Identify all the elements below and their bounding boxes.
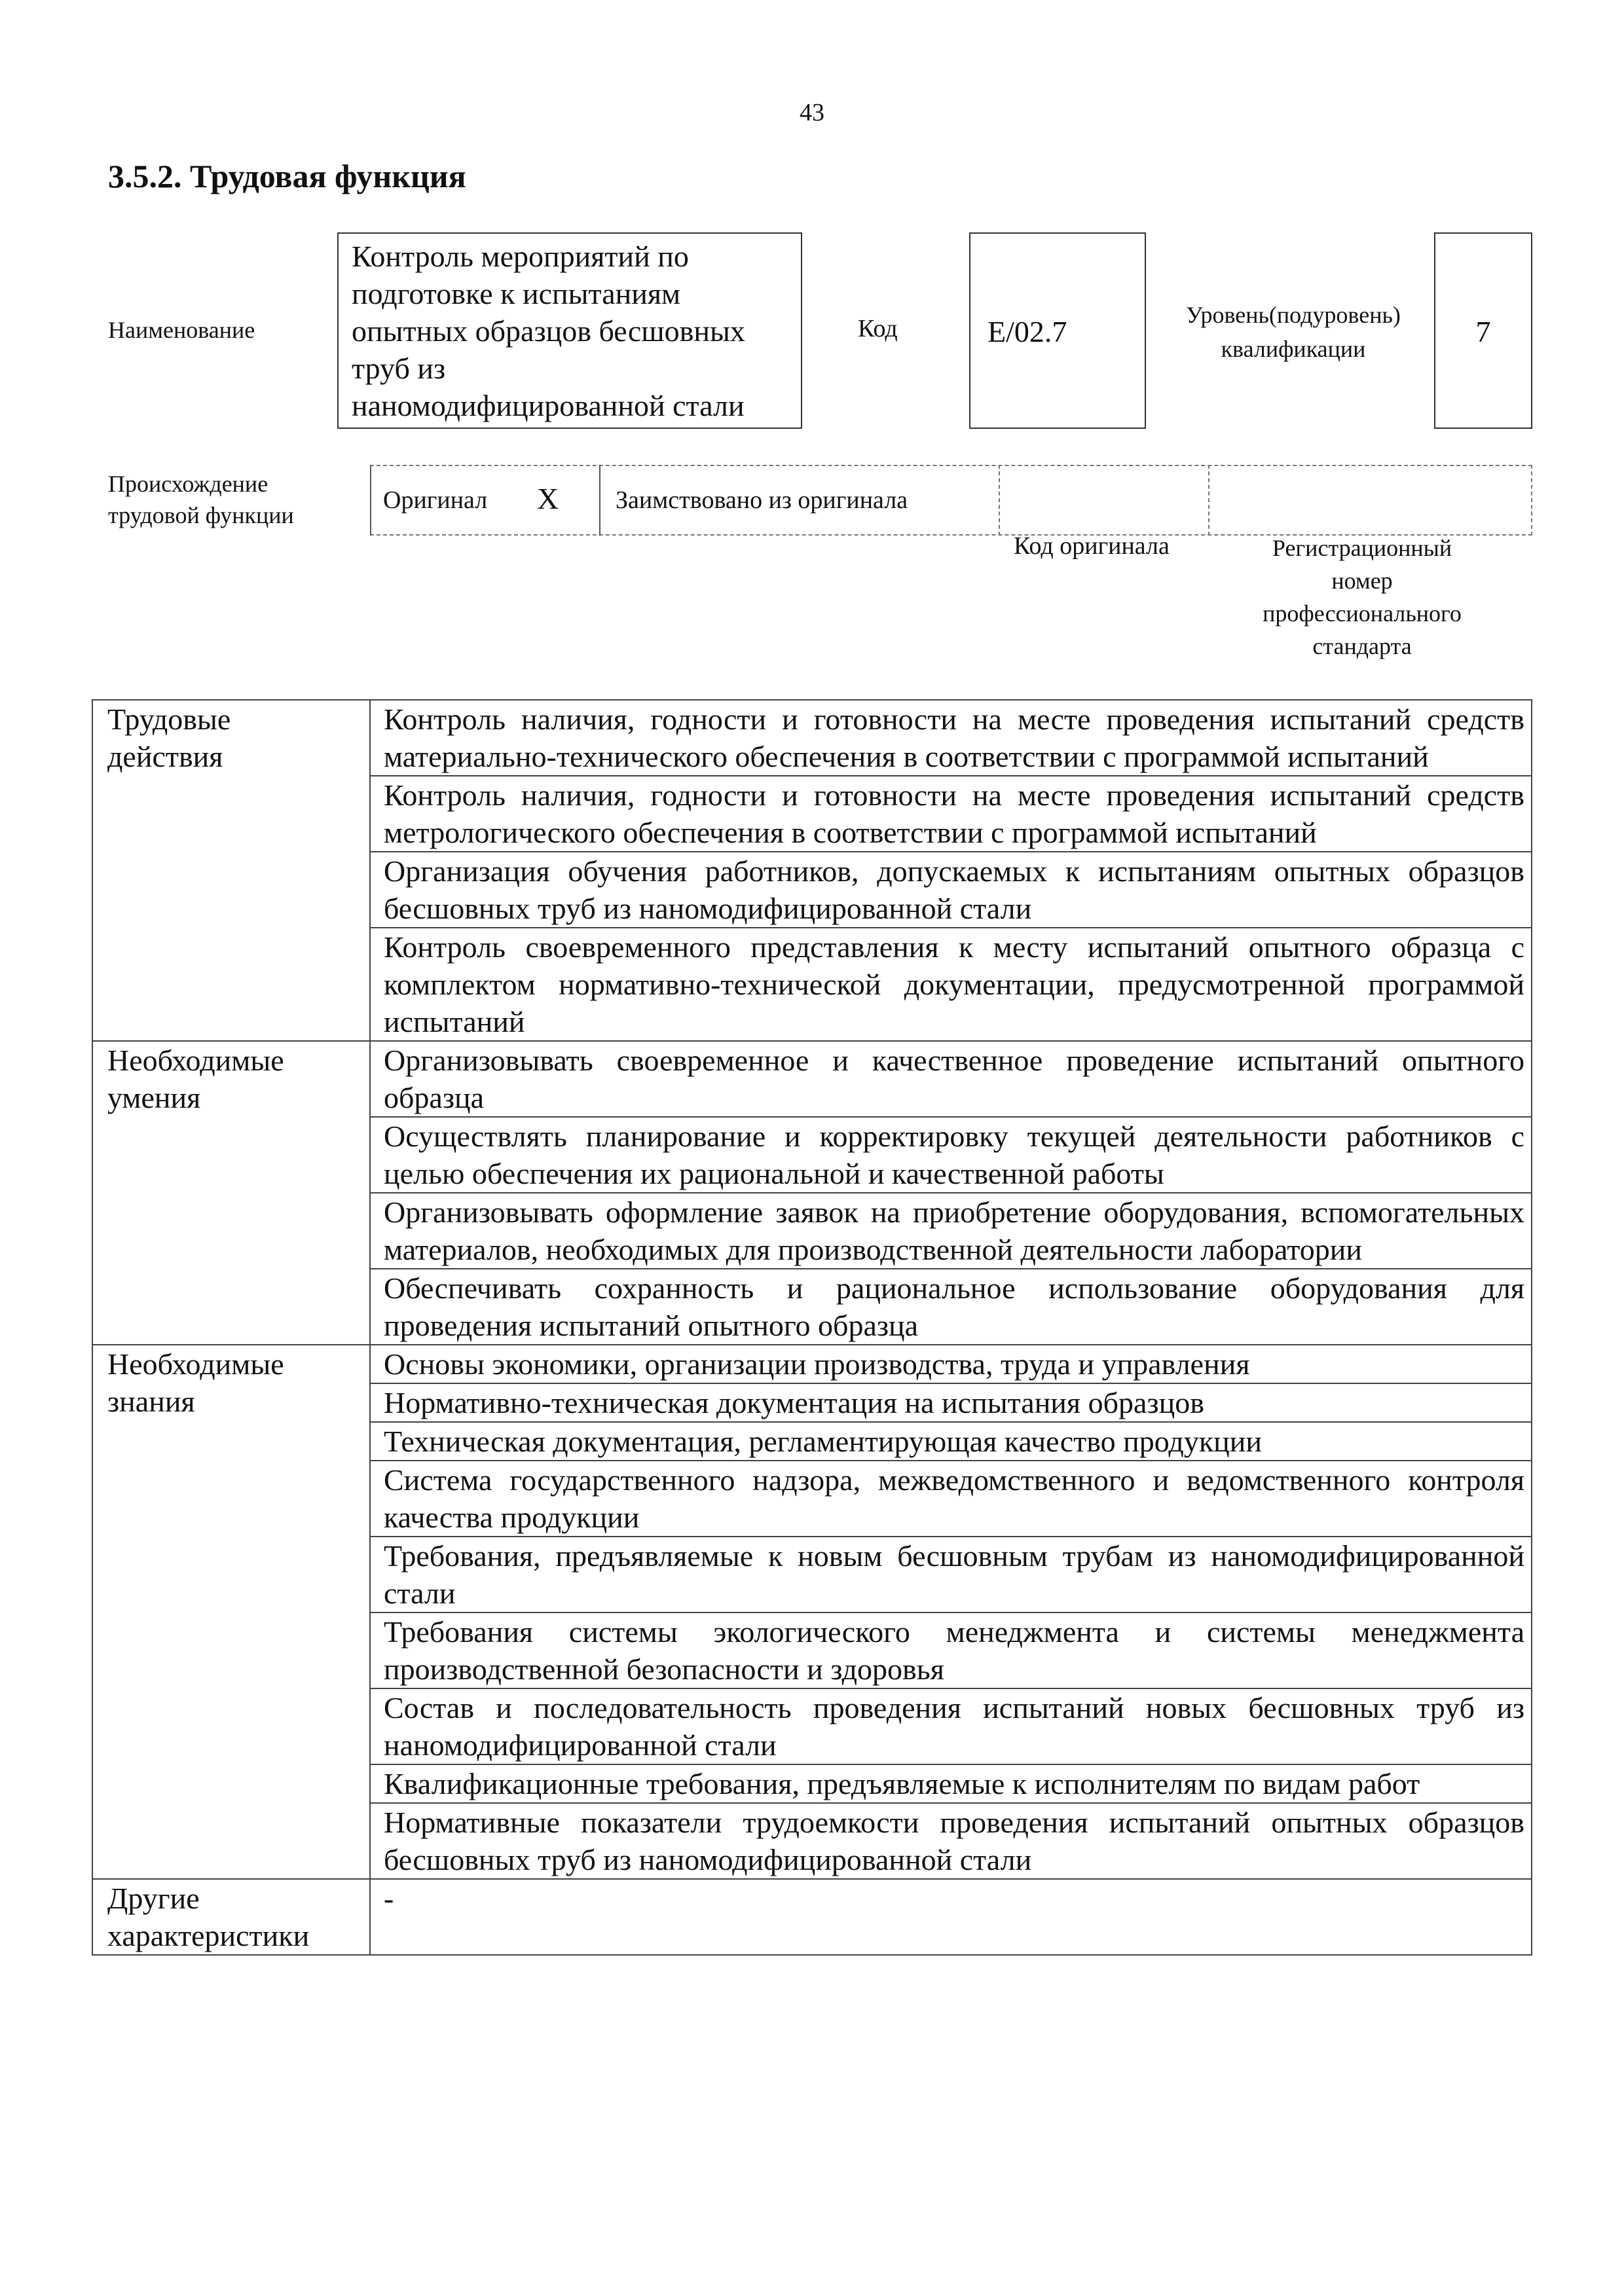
section-title-line: действия [107, 740, 223, 773]
knowledge-item: Основы экономики, организации производства, труда и управления [370, 1345, 1532, 1383]
name-label: Наименование [108, 317, 255, 343]
labor-action-item: Контроль наличия, годности и готовности на месте проведения испытаний средств материально-технического обеспечения в соответствии с программой испытаний [370, 700, 1532, 776]
labor-action-item: Контроль своевременного представления к месту испытаний опытного образца с комплектом нормативно-технической документации, предусмотренной программой испытаний [370, 928, 1532, 1041]
labor-action-item: Контроль наличия, годности и готовности на месте проведения испытаний средств метрологического обеспечения в соответствии с программой испытаний [370, 776, 1532, 852]
section-title-line: Необходимые [107, 1347, 284, 1381]
function-name-line: наномодифицированной стали [352, 389, 745, 422]
original-label: Оригинал [383, 486, 488, 514]
knowledge-item: Нормативно-техническая документация на испытания образцов [370, 1383, 1532, 1422]
knowledge-item: Состав и последовательность проведения испытаний новых бесшовных труб из наномодифицированной стали [370, 1688, 1532, 1764]
skill-item: Организовывать своевременное и качественное проведение испытаний опытного образца [370, 1041, 1532, 1117]
section-title-cell [92, 1879, 370, 1955]
page-number: 43 [800, 99, 824, 126]
table-row [92, 1345, 1532, 1383]
reg-caption-line: Регистрационный [1272, 535, 1452, 561]
knowledge-item: Техническая документация, регламентирующая качество продукции [370, 1422, 1532, 1461]
section-title: 3.5.2. Трудовая функция [108, 158, 466, 194]
original-mark: X [537, 482, 559, 515]
origin-divider [999, 465, 1000, 536]
section-title-line: характеристики [107, 1919, 310, 1952]
origin-divider [370, 465, 371, 536]
other-characteristics-item: - [370, 1879, 1532, 1955]
table-row [92, 1879, 1532, 1955]
function-name-line: опытных образцов бесшовных [352, 314, 745, 348]
origin-label-line: трудовой функции [108, 502, 294, 528]
section-title-line: Другие [107, 1882, 200, 1915]
knowledge-item: Требования, предъявляемые к новым бесшовным трубам из наномодифицированной стали [370, 1537, 1532, 1613]
labor-action-item: Организация обучения работников, допускаемых к испытаниям опытных образцов бесшовных труб из наномодифицированной стали [370, 852, 1532, 928]
skill-item: Обеспечивать сохранность и рациональное использование оборудования для проведения испытаний опытного образца [370, 1269, 1532, 1345]
section-title-line: Необходимые [107, 1044, 284, 1077]
qualification-level-label [1156, 298, 1431, 366]
section-title-cell [92, 700, 370, 1041]
level-label-line: Уровень(подуровень) [1186, 302, 1401, 328]
knowledge-item: Система государственного надзора, межведомственного и ведомственного контроля качества продукции [370, 1461, 1532, 1537]
table-row [92, 1041, 1532, 1117]
function-name-line: труб из [352, 352, 446, 385]
function-name-line: подготовке к испытаниям [352, 277, 681, 310]
reg-number-caption [1218, 532, 1506, 663]
reg-caption-line: номер [1331, 568, 1393, 594]
knowledge-item: Нормативные показатели трудоемкости проведения испытаний опытных образцов бесшовных труб из наномодифицированной стали [370, 1803, 1532, 1879]
reg-caption-line: стандарта [1312, 633, 1412, 659]
borrowed-label: Заимствовано из оригинала [616, 486, 908, 514]
labor-function-table [92, 699, 1532, 1956]
level-label-line: квалификации [1221, 336, 1366, 362]
knowledge-item: Квалификационные требования, предъявляемые к исполнителям по видам работ [370, 1764, 1532, 1803]
origin-divider [1208, 465, 1209, 536]
code-label: Код [858, 315, 898, 342]
section-title-line: Трудовые [107, 702, 231, 736]
reg-caption-line: профессионального [1263, 600, 1462, 627]
knowledge-item: Требования системы экологического менеджмента и системы менеджмента производственной безопасности и здоровья [370, 1613, 1532, 1688]
level-value: 7 [1475, 315, 1491, 348]
origin-divider [599, 465, 600, 536]
code-value: E/02.7 [987, 315, 1067, 348]
section-title-line: умения [107, 1081, 201, 1114]
function-name-box [337, 232, 802, 429]
origin-label-line: Происхождение [108, 471, 268, 497]
origin-label [108, 468, 294, 531]
section-title-cell [92, 1345, 370, 1879]
skill-item: Организовывать оформление заявок на приобретение оборудования, вспомогательных материалов, необходимых для производственной деятельности лаборатории [370, 1193, 1532, 1269]
section-title-line: знания [107, 1385, 195, 1418]
code-original-caption: Код оригинала [1014, 532, 1170, 560]
origin-divider [1531, 465, 1532, 536]
section-title-cell [92, 1041, 370, 1345]
table-row [92, 700, 1532, 776]
skill-item: Осуществлять планирование и корректировку текущей деятельности работников с целью обеспечения их рациональной и качественной работы [370, 1117, 1532, 1193]
function-name-line: Контроль мероприятий по [352, 240, 689, 273]
